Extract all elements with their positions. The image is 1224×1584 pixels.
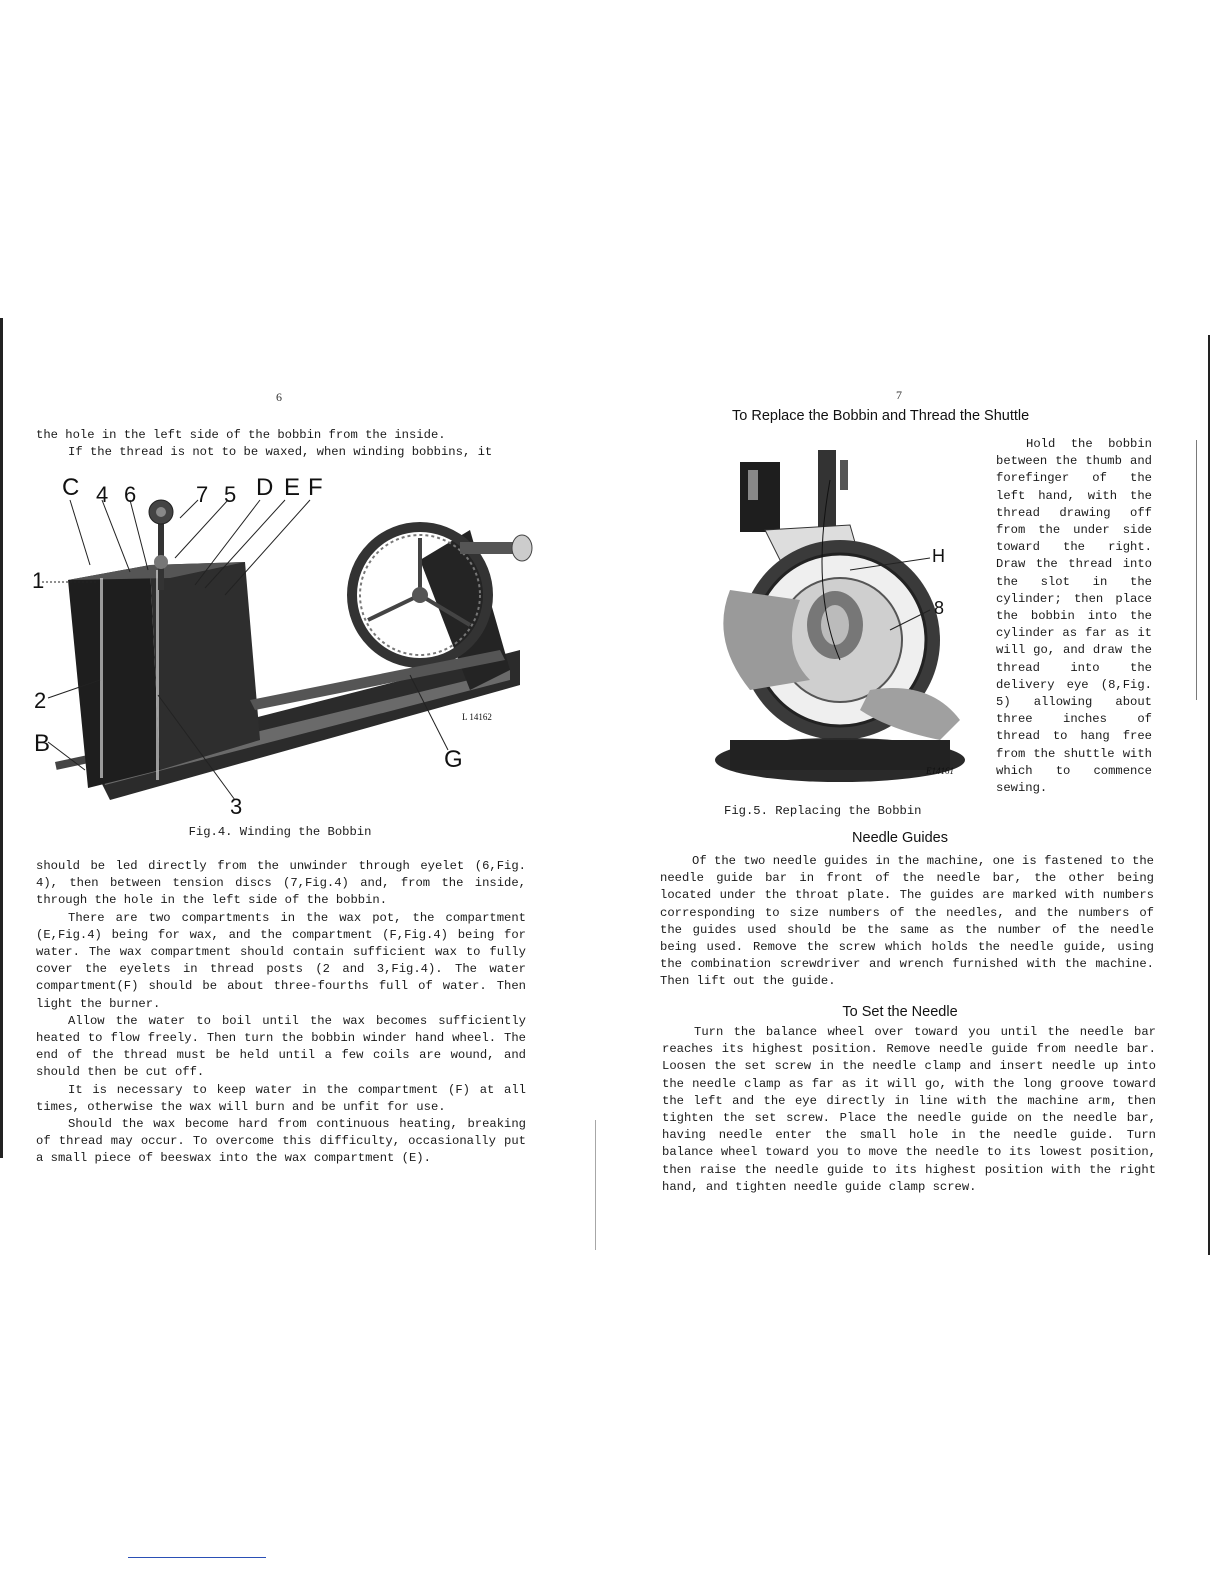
fig5-label-8: 8 <box>934 598 945 618</box>
scan-edge-right <box>1208 335 1210 1255</box>
scan-edge-left <box>0 318 3 1158</box>
left-paragraph-5: Should the wax become hard from continuous heating, breaking of thread may occur. To overcome this difficulty, occasionally put a small piece of beeswax into the wax compartment (E). <box>36 1117 526 1166</box>
page-number-right: 7 <box>896 388 902 402</box>
left-paragraph-2: There are two compartments in the wax pot, the compartment (E,Fig.4) being for wax, and the compartment (F,Fig.4) being for water. The wax compartment should contain sufficient wax to fully cover the eyelets in thread posts (2 and 3,Fig.4). The water compartment(F) should be about three-fourths full of water. Then light the burner. <box>36 910 526 1011</box>
fig5-caption: Fig.5. Replacing the Bobbin <box>724 804 922 818</box>
bobbin-instructions-text: Hold the bobbin between the thumb and forefinger of the left hand, with the thread drawing off from the under side toward the right. Draw the thread into the slot in the cylinder; then place the bobbin into the cylinder as far as it will go, and draw the thread into the delivery eye (8,Fig. 5) allowing about three inches of thread to hang free from the shuttle with which to commence sewing. <box>996 437 1152 796</box>
fig4-label-2: 2 <box>34 688 47 713</box>
left-intro <box>36 427 524 461</box>
bobbin-winder-illustration <box>30 470 540 820</box>
bobbin-instructions <box>996 436 1152 797</box>
fig4-label-e: E <box>284 474 301 501</box>
fig4-label-3: 3 <box>230 794 243 819</box>
shuttle-illustration <box>690 440 990 790</box>
fig4-label-5: 5 <box>224 482 237 507</box>
heading-needle-guides: Needle Guides <box>852 830 948 846</box>
fig4-plate-number: L 14162 <box>462 712 492 722</box>
fig4-label-f: F <box>308 474 323 501</box>
fig5-label-h: H <box>932 546 945 566</box>
bottom-underline-mark <box>128 1557 266 1558</box>
left-paragraph-1: should be led directly from the unwinder through eyelet (6,Fig. 4), then between tension discs (7,Fig.4) and, from the inside, through the hole in the left side of the bobbin. <box>36 859 526 908</box>
needle-guides-section <box>660 853 1154 991</box>
fig4-label-g: G <box>444 746 463 773</box>
left-paragraph-3: Allow the water to boil until the wax becomes sufficiently heated to flow freely. Then turn the bobbin winder hand wheel. The end of the thread must be held until a few coils are wound, and should then be cut off. <box>36 1013 526 1080</box>
left-body <box>36 858 526 1168</box>
center-fold-mark <box>595 1120 596 1250</box>
fig4-label-d: D <box>256 474 274 501</box>
needle-guides-text: Of the two needle guides in the machine, one is fastened to the needle guide bar in front of the needle bar, the other being located under the throat plate. The guides are marked with numbers corresponding to size numbers of the needles, and the numbers of the guides used should be the same as the number of the needle being used. Remove the screw which holds the needle guide, using the combination screwdriver and wrench furnished with the machine. Then lift out the guide. <box>660 854 1154 989</box>
fig4-label-b: B <box>34 730 51 757</box>
left-paragraph-4: It is necessary to keep water in the compartment (F) at all times, otherwise the wax will burn and be unfit for use. <box>36 1082 526 1114</box>
set-needle-text: Turn the balance wheel over toward you until the needle bar reaches its highest position. Remove needle guide from needle bar. Loosen the set screw in the needle clamp and insert needle up into the needle clamp as far as it will go, with the long groove toward the left and the eye directly in line with the machine arm, then tighten the set screw. Place the needle guide on the needle bar, having needle enter the small hole in the needle guide. Turn balance wheel toward you to move the needle to its lowest position, then raise the needle guide to its highest position with the right hand, and tighten needle guide clamp screw. <box>662 1025 1156 1194</box>
fig4-label-1: 1 <box>32 568 45 593</box>
fig5-plate-number: E14161 <box>926 766 954 776</box>
scan-edge-right-inner <box>1196 440 1197 700</box>
fig4-label-6: 6 <box>124 482 137 507</box>
fig4-label-7: 7 <box>196 482 209 507</box>
figure-5-replacing-bobbin <box>690 440 990 790</box>
figure-4-winding-bobbin <box>30 470 540 820</box>
intro-line-2: If the thread is not to be waxed, when winding bobbins, it <box>68 445 493 460</box>
fig4-label-4: 4 <box>96 482 109 507</box>
fig4-label-c: C <box>62 474 80 501</box>
set-needle-section <box>662 1024 1156 1196</box>
fig4-caption: Fig.4. Winding the Bobbin <box>188 825 372 839</box>
page-number-left: 6 <box>276 390 282 404</box>
heading-set-needle: To Set the Needle <box>842 1004 958 1020</box>
intro-line-1: the hole in the left side of the bobbin from the inside. <box>36 428 446 442</box>
heading-replace-bobbin: To Replace the Bobbin and Thread the Shuttle <box>732 408 1030 424</box>
